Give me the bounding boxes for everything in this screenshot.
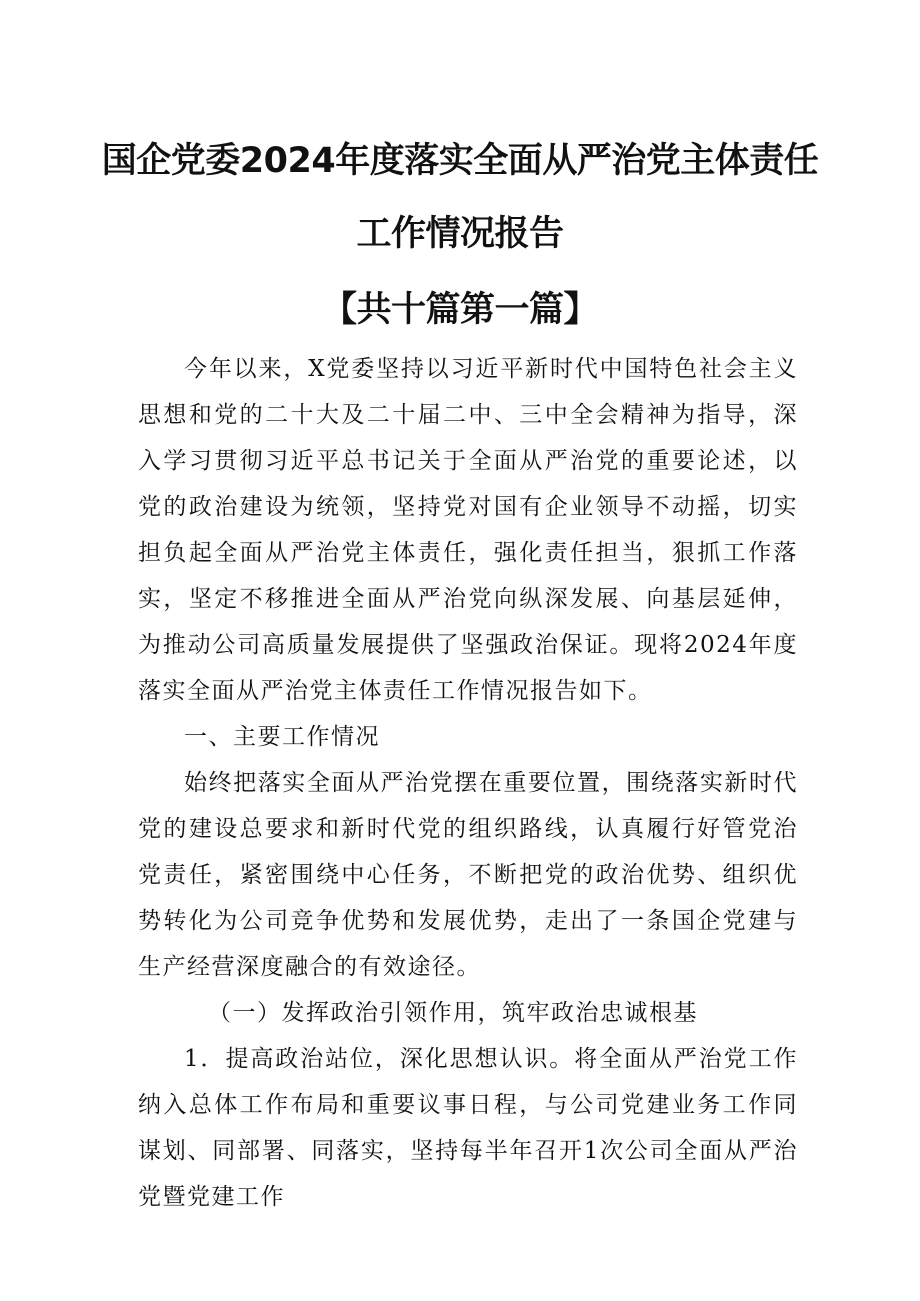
item-1-paragraph: 1．提高政治站位，深化思想认识。将全面从严治党工作纳入总体工作布局和重要议事日程，与公司党建业务工作同谋划、同部署、同落实，坚持每半年召开1次公司全面从严治党暨党建工作 bbox=[138, 1046, 798, 1210]
document-subtitle: 【共十篇第一篇】 bbox=[321, 290, 598, 330]
section-1-heading: 一、主要工作情况 bbox=[184, 724, 380, 750]
intro-paragraph: 今年以来，X党委坚持以习近平新时代中国特色社会主义思想和党的二十大及二十届二中、三中全会精神为指导，深入学习贯彻习近平总书记关于全面从严治党的重要论述，以党的政治建设为统领，坚持党对国有企业领导不动摇，切实担负起全面从严治党主体责任，强化责任担当，狠抓工作落实，坚定不移推进全面从严治党向纵深发展、向基层延伸，为推动公司高质量发展提供了坚强政治保证。现将2024年度落实全面从严治党主体责任工作情况报告如下。 bbox=[138, 356, 798, 704]
document-title-line-2: 工作情况报告 bbox=[356, 214, 564, 254]
section-1-body: 始终把落实全面从严治党摆在重要位置，围绕落实新时代党的建设总要求和新时代党的组织路线，认真履行好管党治党责任，紧密围绕中心任务，不断把党的政治优势、组织优势转化为公司竞争优势和发展优势，走出了一条国企党建与生产经营深度融合的有效途径。 bbox=[138, 770, 798, 980]
subsection-1-heading: （一）发挥政治引领作用，筑牢政治忠诚根基 bbox=[208, 1000, 698, 1026]
document-title-line-1: 国企党委2024年度落实全面从严治党主体责任 bbox=[101, 141, 819, 181]
